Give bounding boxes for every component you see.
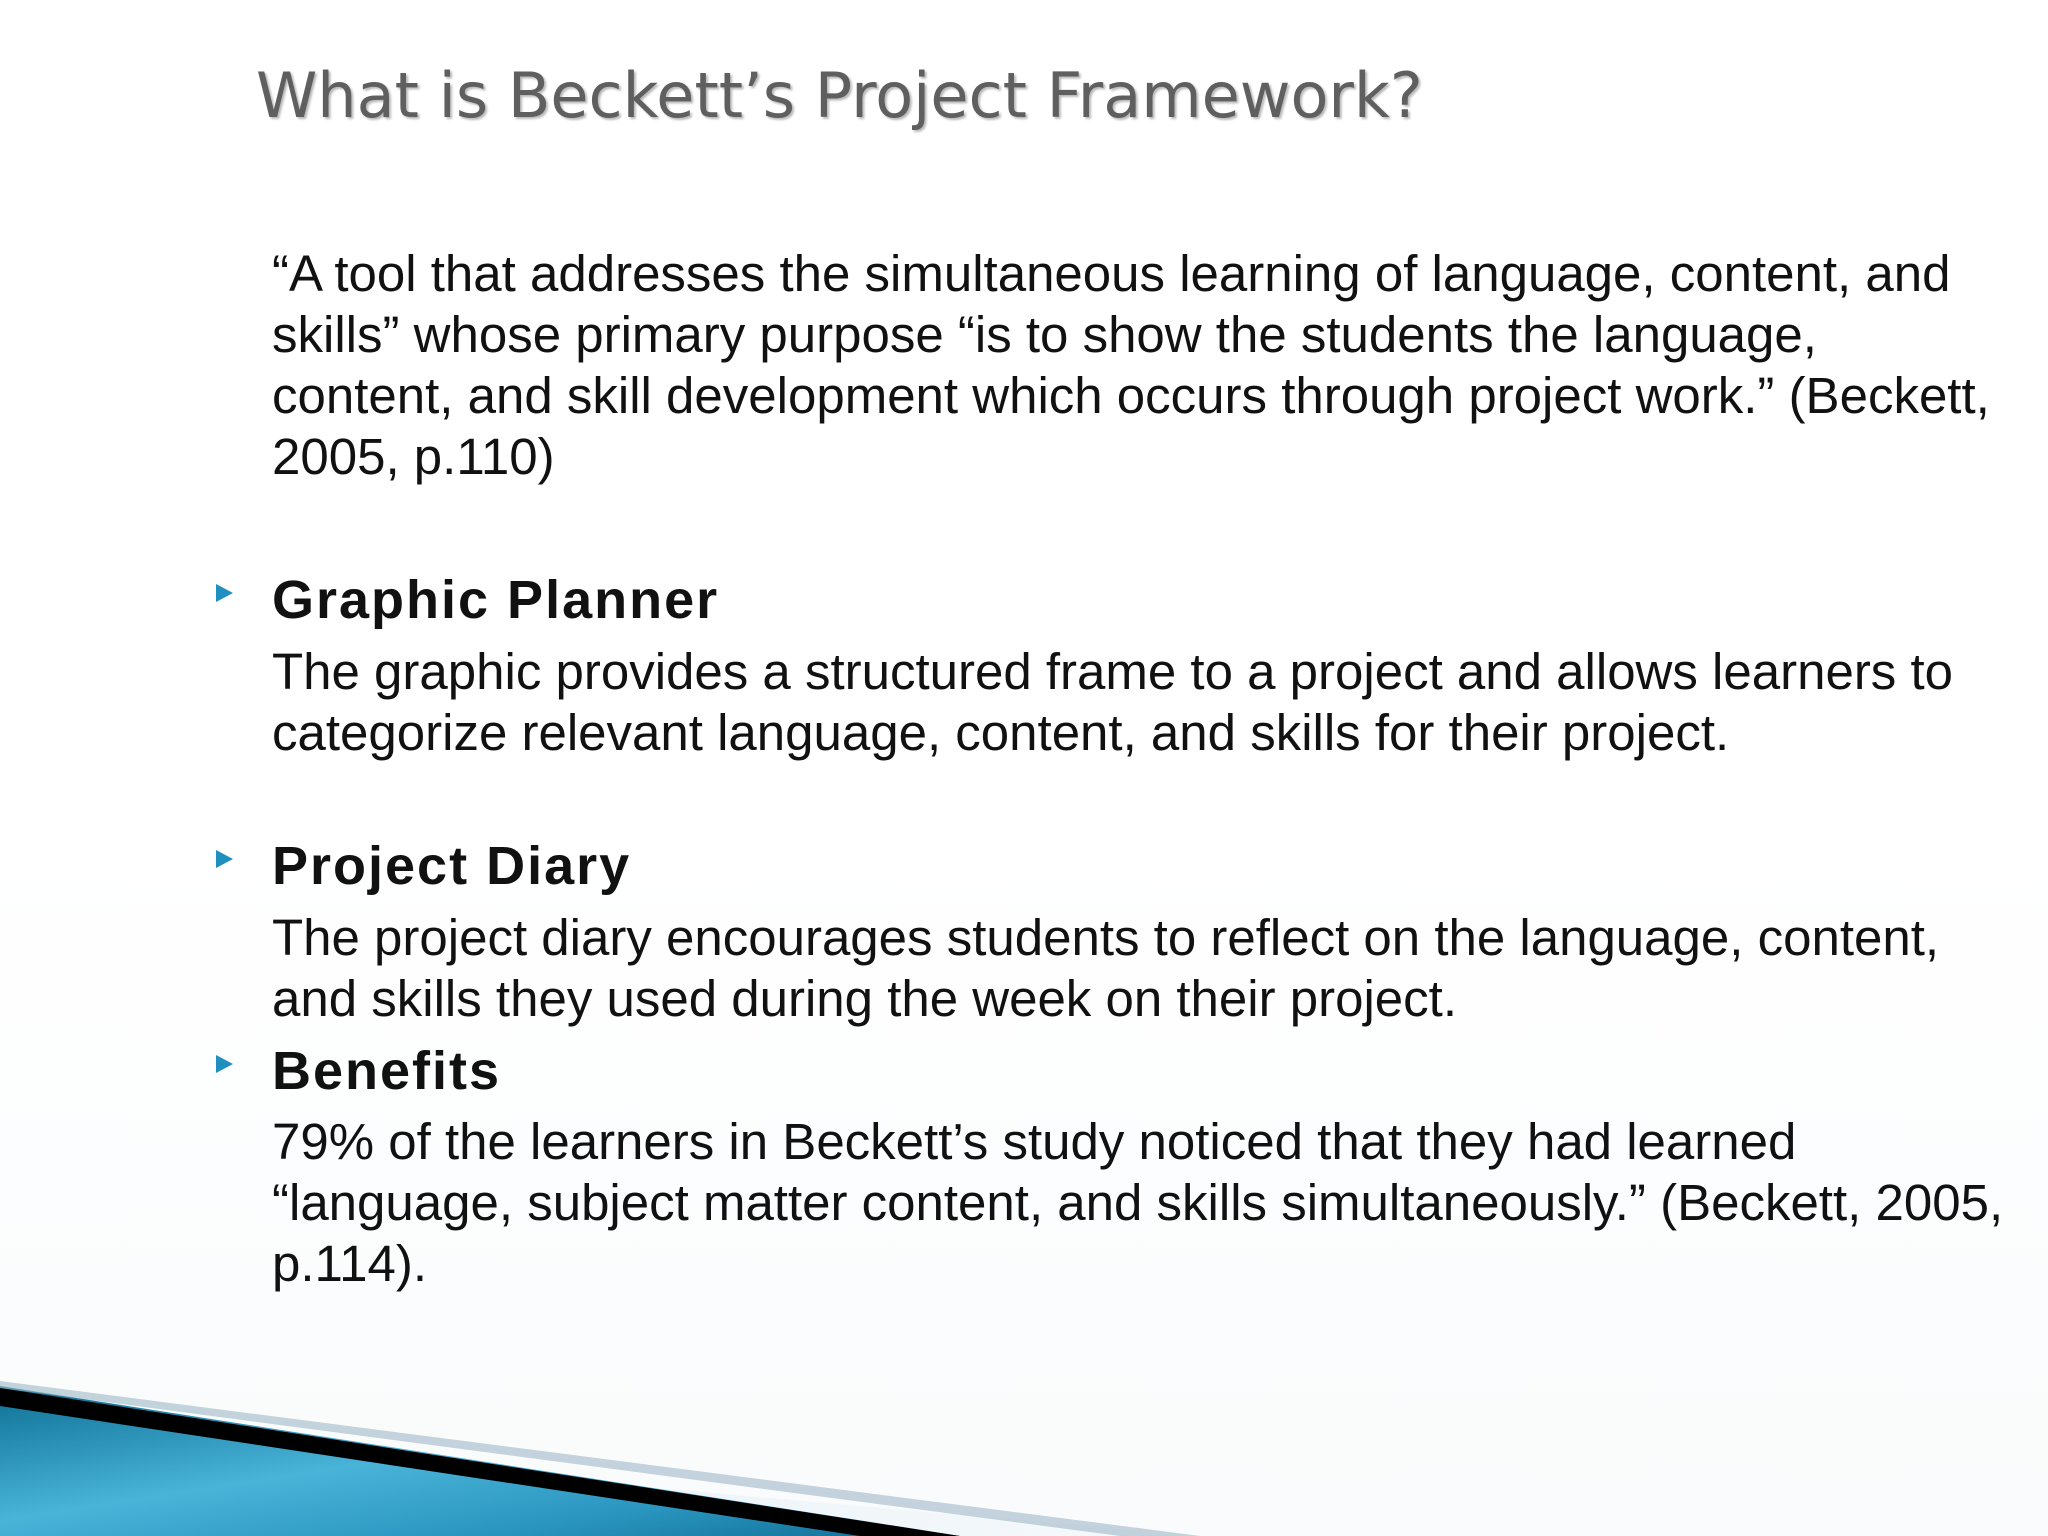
item-heading-benefits: Benefits (272, 1041, 502, 1101)
definition-quote: “A tool that addresses the simultaneous learning of language, content, and skills” whose primary purpose “is to show the students the language, content, and skill development which occurs through project work.” (Beckett, 2005, p.110) (272, 245, 1990, 485)
triangle-bullet-icon (216, 850, 233, 868)
slide-title: What is Beckett’s Project Framework? (256, 59, 1423, 132)
triangle-bullet-icon (216, 584, 233, 602)
item-body-graphic-planner: The graphic provides a structured frame to a project and allows learners to categorize relevant language, content, and skills for their project. (272, 643, 1954, 761)
item-body-project-diary: The project diary encourages students to reflect on the language, content, and skills they used during the week on their project. (272, 909, 1940, 1027)
item-heading-graphic-planner: Graphic Planner (272, 570, 720, 630)
triangle-bullet-icon (216, 1055, 233, 1073)
item-body-benefits: 79% of the learners in Beckett’s study noticed that they had learned “language, subject matter content, and skills simultaneously.” (Beckett, 2005, p.114). (272, 1113, 2004, 1292)
item-heading-project-diary: Project Diary (272, 836, 632, 896)
